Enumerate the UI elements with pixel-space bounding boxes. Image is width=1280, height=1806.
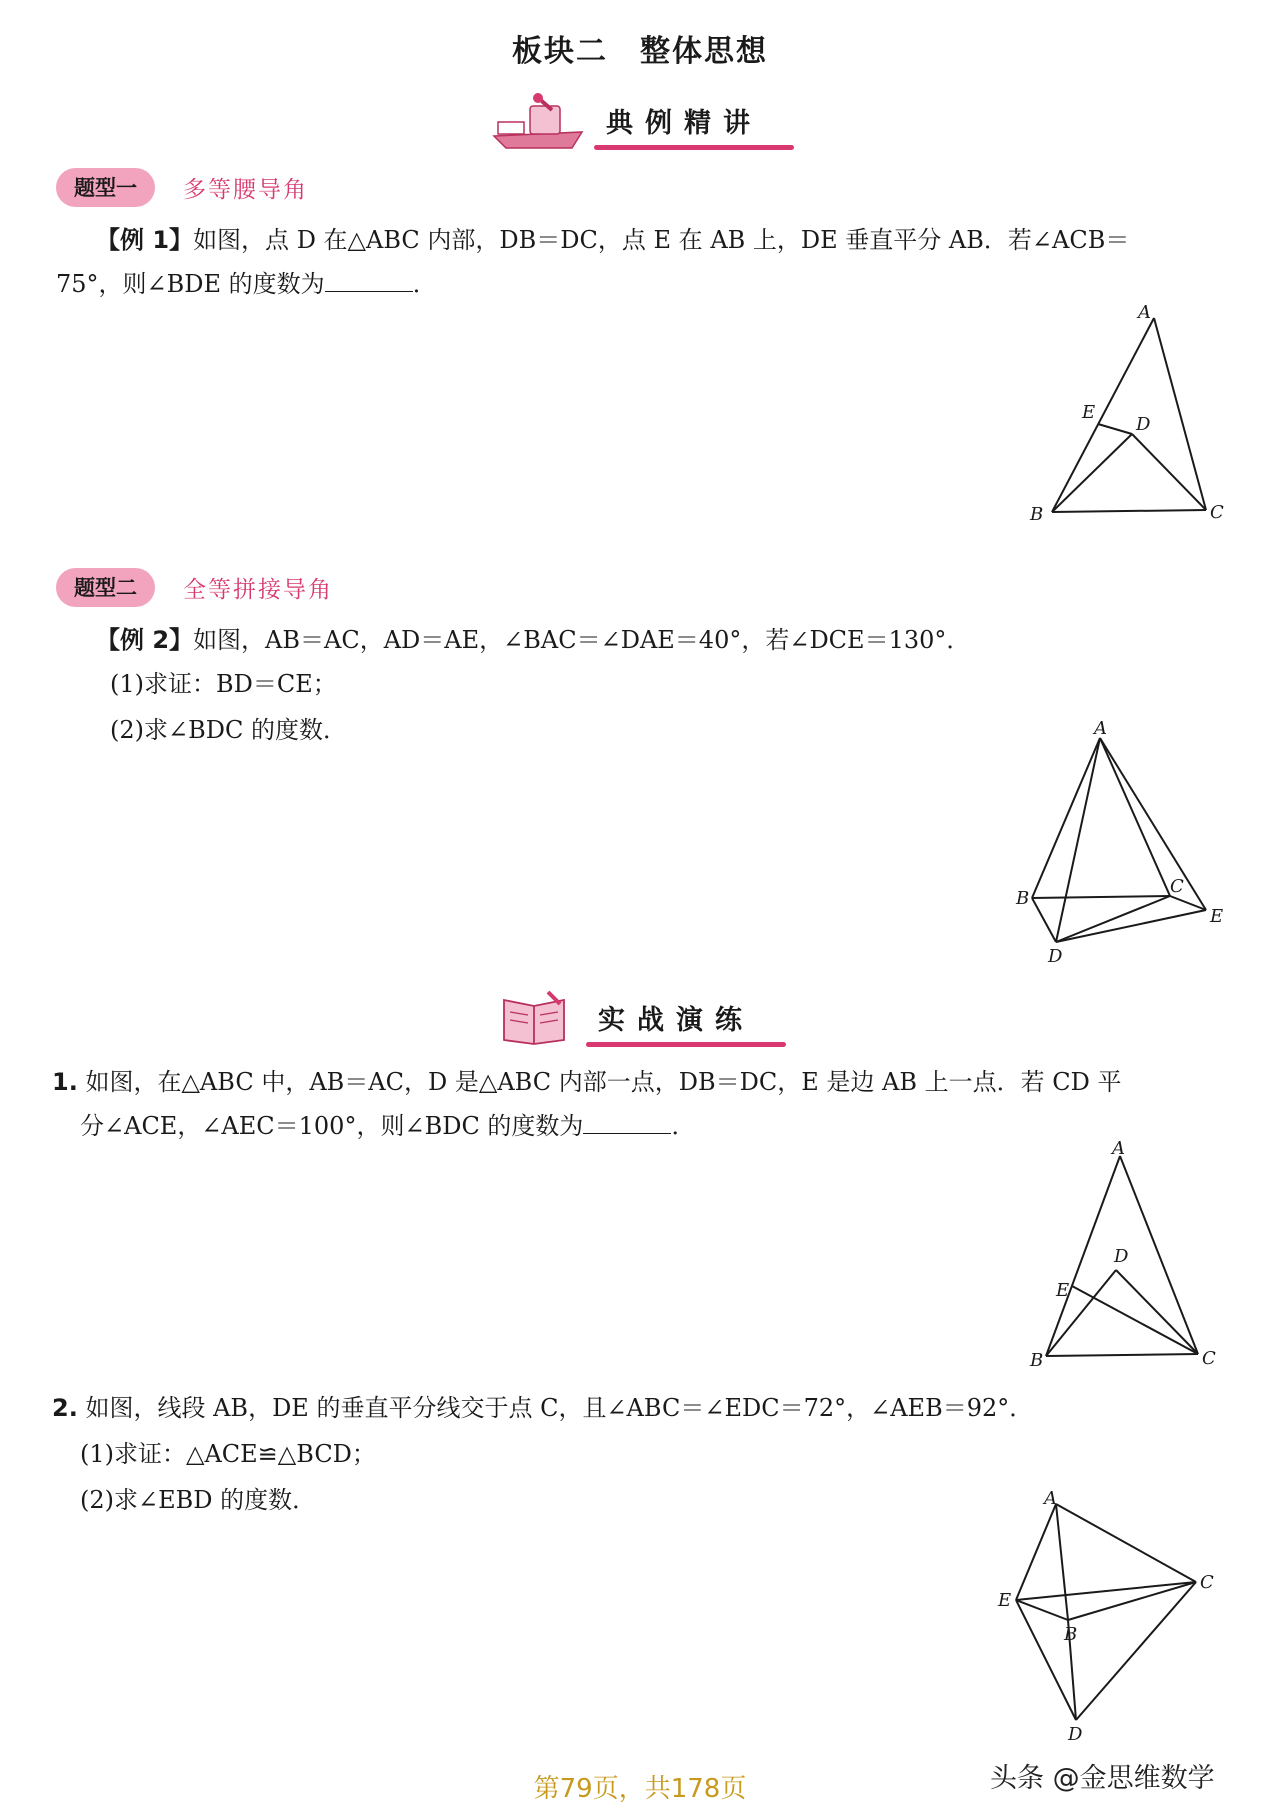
- lamp-icon: [492, 92, 584, 150]
- label-E: E: [998, 1590, 1012, 1611]
- practice-banner-title: 实战演练: [598, 1004, 754, 1036]
- practice1-number: 1.: [52, 1068, 78, 1096]
- label-A: A: [1044, 1488, 1057, 1509]
- type1-title: 多等腰导角: [183, 177, 308, 203]
- example1-line2: 75°，则∠BDE 的度数为 ．: [56, 262, 437, 306]
- practice1-line2: 分∠ACE，∠AEC＝100°，则∠BDC 的度数为 ．: [80, 1104, 695, 1148]
- label-E: E: [1082, 402, 1096, 423]
- example2-q2: (2)求∠BDC 的度数．: [110, 716, 347, 744]
- label-B: B: [1016, 888, 1030, 909]
- example1-label: 【例 1】: [96, 226, 194, 254]
- practice1-line1: [52, 1060, 1121, 1104]
- example2-line1: [96, 618, 970, 662]
- label-A: A: [1138, 302, 1151, 323]
- example1-text1: 如图，点 D 在△ABC 内部，DB＝DC，点 E 在 AB 上，DE 垂直平分 AB．若∠ACB＝: [193, 226, 1130, 254]
- book-icon: [500, 990, 568, 1046]
- example2-label: 【例 2】: [96, 626, 194, 654]
- practice2-q2: (2)求∠EBD 的度数．: [80, 1486, 317, 1514]
- practice2-number: 2.: [52, 1394, 78, 1422]
- page-title: 板块二 整体思想: [512, 34, 768, 69]
- type2-header: [56, 568, 333, 607]
- label-C: C: [1200, 1572, 1214, 1593]
- label-B: B: [1030, 1350, 1044, 1371]
- label-A: A: [1112, 1138, 1125, 1159]
- examples-banner: [492, 92, 774, 150]
- type1-header: [56, 168, 308, 207]
- practice2-q1: (1)求证：△ACE≌△BCD；: [80, 1440, 376, 1468]
- type2-title: 全等拼接导角: [183, 577, 333, 603]
- label-C: C: [1170, 876, 1184, 897]
- label-E: E: [1210, 906, 1224, 927]
- practice1-figure: [1030, 1138, 1250, 1382]
- answer-blank: [325, 265, 413, 292]
- label-B: B: [1064, 1624, 1078, 1645]
- example1-text2: 75°，则∠BDE 的度数为: [56, 270, 325, 298]
- answer-blank: [583, 1107, 671, 1134]
- label-D: D: [1068, 1724, 1083, 1745]
- label-C: C: [1202, 1348, 1216, 1369]
- example1-line1: [96, 218, 1129, 262]
- label-D: D: [1136, 414, 1151, 435]
- type1-tag: 题型一: [56, 168, 155, 207]
- label-C: C: [1210, 502, 1224, 523]
- example2-figure: [1010, 718, 1250, 978]
- example2-q1: (1)求证：BD＝CE；: [110, 670, 337, 698]
- label-D: D: [1114, 1246, 1129, 1267]
- label-B: B: [1030, 504, 1044, 525]
- page-footer: 第79页，共178页: [533, 1774, 747, 1804]
- label-D: D: [1048, 946, 1063, 967]
- example1-figure: [1020, 300, 1240, 530]
- type2-tag: 题型二: [56, 568, 155, 607]
- practice-banner: [500, 990, 766, 1046]
- practice2-line1: [52, 1386, 1033, 1430]
- example2-text1: 如图，AB＝AC，AD＝AE，∠BAC＝∠DAE＝40°，若∠DCE＝130°．: [193, 626, 971, 654]
- examples-banner-title: 典例精讲: [606, 107, 762, 139]
- label-A: A: [1094, 718, 1107, 739]
- practice2-text1: 如图，线段 AB，DE 的垂直平分线交于点 C，且∠ABC＝∠EDC＝72°，∠AEB＝92°．: [85, 1394, 1034, 1422]
- practice2-figure: [990, 1484, 1230, 1744]
- practice1-text2: 分∠ACE，∠AEC＝100°，则∠BDC 的度数为: [80, 1112, 584, 1140]
- label-E: E: [1056, 1280, 1070, 1301]
- watermark: 头条 @金思维数学: [990, 1763, 1215, 1794]
- practice1-text1: 如图，在△ABC 中，AB＝AC，D 是△ABC 内部一点，DB＝DC，E 是边 AB 上一点．若 CD 平: [85, 1068, 1122, 1096]
